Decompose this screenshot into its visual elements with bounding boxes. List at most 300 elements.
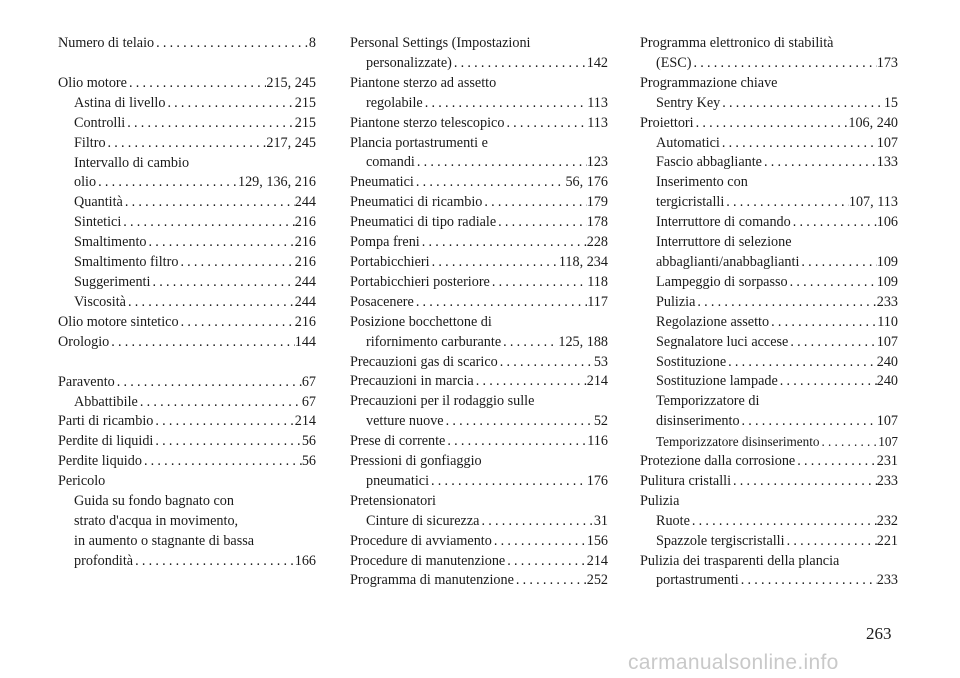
index-entry: [58, 34, 316, 54]
index-entry-label: Segnalatore luci accese: [656, 333, 789, 350]
page-reference: 109: [876, 273, 898, 290]
page-reference: 116: [587, 433, 608, 450]
page-reference: 109: [876, 253, 898, 270]
index-entry-text: Precauzioni per il rodaggio sulle: [350, 393, 535, 410]
index-entry-line: [640, 54, 898, 74]
leader-dots: [791, 213, 877, 233]
index-entry-text: Temporizzatore di: [656, 393, 760, 410]
index-entry-line: [350, 213, 608, 233]
index-entry-line: [58, 373, 316, 393]
leader-dots: [414, 293, 587, 313]
index-entry: [58, 154, 316, 194]
index-entry-line: [640, 153, 898, 173]
index-entry: [58, 114, 316, 134]
index-entry-text: Plancia portastrumenti e: [350, 134, 488, 151]
index-entry: [58, 373, 316, 393]
index-entry-line: [58, 173, 316, 193]
page-reference: 244: [294, 194, 316, 211]
index-entry-label: Orologio: [58, 333, 110, 350]
index-entry: [350, 134, 608, 174]
index-entry: [350, 253, 608, 273]
section-gap: [58, 54, 316, 74]
index-entry-line: [58, 233, 316, 253]
index-entry-line: [640, 193, 898, 213]
index-entry-label: Pneumatici di tipo radiale: [350, 214, 497, 231]
page-reference: 216: [294, 234, 316, 251]
index-entry: [58, 94, 316, 114]
index-entry-label: regolabile: [366, 94, 423, 111]
index-entry-line: [350, 353, 608, 373]
index-entry: [58, 74, 316, 94]
page-reference: 233: [876, 472, 898, 489]
index-entry-line: [350, 532, 608, 552]
index-entry-label: Pulitura cristalli: [640, 472, 732, 489]
page-reference: 215: [294, 114, 316, 131]
index-entry-label: abbaglianti/anabbaglianti: [656, 253, 800, 270]
index-entry-text: Programmazione chiave: [640, 74, 778, 91]
page-reference: 144: [294, 333, 316, 350]
leader-dots: [799, 253, 876, 273]
index-entry-label: Pompa freni: [350, 234, 420, 251]
page-reference: 231: [876, 453, 898, 470]
index-entry: [58, 273, 316, 293]
section-gap: [58, 353, 316, 373]
page-reference: 232: [876, 512, 898, 529]
index-entry-line: [58, 393, 316, 413]
page-reference: 113: [587, 94, 608, 111]
index-entry: [640, 472, 898, 492]
leader-dots: [505, 552, 587, 572]
leader-dots: [479, 512, 593, 532]
index-entry-label: Viscosità: [74, 293, 126, 310]
index-entry-label: (ESC): [656, 54, 692, 71]
index-entry-line: [350, 153, 608, 173]
index-entry-label: Programma di manutenzione: [350, 572, 514, 589]
leader-dots: [147, 233, 295, 253]
index-entry-label: Controlli: [74, 114, 126, 131]
page-reference: 67: [301, 373, 316, 390]
index-entry: [350, 532, 608, 552]
leader-dots: [788, 333, 876, 353]
index-entry: [350, 34, 608, 74]
index-entry-text: Interruttore di selezione: [656, 234, 792, 251]
leader-dots: [153, 412, 294, 432]
leader-dots: [430, 253, 559, 273]
index-entry-text: in aumento o stagnante di bassa: [74, 532, 255, 549]
index-entry: [640, 293, 898, 313]
index-entry-label: tergicristalli: [656, 194, 725, 211]
index-entry-label: profondità: [74, 552, 134, 569]
index-entry-line: [350, 333, 608, 353]
index-entry-label: vetture nuove: [366, 413, 444, 430]
index-entry-line: [350, 173, 608, 193]
index-entry-line: [350, 54, 608, 74]
index-entry: [350, 293, 608, 313]
index-entry: [350, 74, 608, 114]
index-entry-line: [58, 213, 316, 233]
index-entry-text: Pulizia dei trasparenti della plancia: [640, 552, 840, 569]
page-reference: 240: [876, 353, 898, 370]
index-entry: [58, 313, 316, 333]
leader-dots: [150, 273, 294, 293]
index-entry: [350, 552, 608, 572]
watermark: carmanualsonline.info: [628, 651, 839, 674]
index-entry: [58, 492, 316, 572]
leader-dots: [142, 452, 302, 472]
index-entry: [640, 372, 898, 392]
page-reference: 117: [587, 293, 608, 310]
index-entry-label: Pneumatici: [350, 174, 414, 191]
leader-dots: [820, 432, 879, 452]
page-reference: 233: [876, 293, 898, 310]
index-entry-line: [640, 452, 898, 472]
index-entry-label: Precauzioni gas di scarico: [350, 353, 498, 370]
index-entry-label: Pulizia: [656, 293, 696, 310]
index-entry-line: [640, 412, 898, 432]
page-reference: 53: [593, 353, 608, 370]
index-entry: [58, 213, 316, 233]
index-entry-line: [640, 253, 898, 273]
index-entry-label: Procedure di avviamento: [350, 532, 492, 549]
index-entry-label: Ruote: [656, 512, 690, 529]
leader-dots: [121, 213, 294, 233]
index-entry: [350, 173, 608, 193]
index-entry-text: Pericolo: [58, 473, 106, 490]
page-reference: 107: [876, 413, 898, 430]
leader-dots: [178, 253, 294, 273]
leader-dots: [96, 173, 238, 193]
index-entry-line: [58, 552, 316, 572]
index-entry: [640, 552, 898, 592]
index-entry: [58, 452, 316, 472]
index-entry-line: [58, 94, 316, 114]
index-entry-text: Inserimento con: [656, 174, 748, 191]
index-entry-line: [350, 412, 608, 432]
index-entry-line: [58, 313, 316, 333]
leader-dots: [115, 373, 302, 393]
index-entry-text: Personal Settings (Impostazioni: [350, 35, 531, 51]
index-entry-line: [58, 432, 316, 452]
index-entry: [58, 472, 316, 492]
index-entry: [640, 532, 898, 552]
index-entry-text: Guida su fondo bagnato con: [74, 493, 234, 510]
index-entry: [350, 313, 608, 353]
index-entry-label: Portabicchieri: [350, 253, 430, 270]
index-column-1: [58, 34, 316, 572]
index-entry-label: Temporizzatore disinserimento: [656, 434, 820, 450]
index-entry-line: [640, 512, 898, 532]
leader-dots: [415, 153, 587, 173]
leader-dots: [740, 412, 877, 432]
index-entry-label: Pneumatici di ricambio: [350, 194, 483, 211]
index-entry: [350, 432, 608, 452]
index-entry-line: [58, 114, 316, 134]
index-entry-line: [350, 94, 608, 114]
page-reference: 107, 113: [848, 194, 898, 211]
page-reference: 125, 188: [558, 333, 608, 350]
leader-dots: [501, 333, 558, 353]
index-entry-line: [350, 114, 608, 134]
leader-dots: [504, 114, 587, 134]
index-entry-line: [640, 313, 898, 333]
index-entry-label: Portabicchieri posteriore: [350, 273, 490, 290]
page-reference: 233: [876, 572, 898, 589]
leader-dots: [414, 173, 566, 193]
index-entry-label: Sintetici: [74, 214, 122, 231]
page-reference: 156: [586, 532, 608, 549]
leader-dots: [788, 273, 877, 293]
index-entry-line: [640, 333, 898, 353]
leader-dots: [726, 353, 877, 373]
leader-dots: [498, 353, 594, 373]
index-entry: [58, 333, 316, 353]
leader-dots: [795, 452, 877, 472]
index-entry-line: [640, 293, 898, 313]
index-entry-label: Smaltimento: [74, 234, 147, 251]
index-entry-line: [350, 372, 608, 392]
index-entry-text: Posizione bocchettone di: [350, 313, 492, 330]
index-entry: [640, 333, 898, 353]
index-entry: [58, 253, 316, 273]
index-entry-line: [640, 353, 898, 373]
index-entry-line: [640, 114, 898, 134]
index-entry: [640, 313, 898, 333]
index-entry-line: [640, 94, 898, 114]
index-entry: [58, 233, 316, 253]
index-entry-label: Filtro: [74, 134, 106, 151]
leader-dots: [444, 412, 594, 432]
index-entry-label: Olio motore sintetico: [58, 313, 179, 330]
index-entry-label: Precauzioni in marcia: [350, 373, 474, 390]
index-entry: [640, 353, 898, 373]
page-reference: 178: [586, 214, 608, 231]
page-reference: 216: [294, 254, 316, 271]
index-entry: [350, 492, 608, 532]
page-reference: 113: [587, 114, 608, 131]
page-reference: 118, 234: [558, 253, 608, 270]
leader-dots: [490, 273, 587, 293]
index-entry-line: [640, 273, 898, 293]
index-entry-line: [640, 532, 898, 552]
page-reference: 56: [301, 453, 316, 470]
leader-dots: [691, 54, 876, 74]
index-entry-label: Procedure di manutenzione: [350, 552, 506, 569]
index-entry-label: Protezione dalla corrosione: [640, 453, 796, 470]
index-entry-label: pneumatici: [366, 472, 430, 489]
index-entry-text: Pretensionatori: [350, 492, 436, 509]
page-reference: 214: [586, 552, 608, 569]
page-reference: 56: [301, 433, 316, 450]
index-entry: [640, 273, 898, 293]
page-reference: 142: [586, 54, 608, 71]
page-reference: 106, 240: [848, 114, 898, 131]
page-reference: 216: [294, 313, 316, 330]
leader-dots: [165, 94, 294, 114]
index-entry-line: [350, 552, 608, 572]
index-entry-label: Olio motore: [58, 74, 127, 91]
index-entry-label: Abbattibile: [74, 393, 138, 410]
index-entry-label: olio: [74, 174, 97, 191]
index-entry-line: [58, 74, 316, 94]
leader-dots: [695, 293, 876, 313]
page-reference: 228: [586, 234, 608, 251]
page-reference: 166: [294, 552, 316, 569]
index-entry-line: [58, 193, 316, 213]
leader-dots: [445, 432, 587, 452]
index-entry: [58, 393, 316, 413]
index-entry: [350, 571, 608, 591]
index-entry: [350, 392, 608, 432]
page-reference: 107: [876, 333, 898, 350]
page-reference: 176: [586, 472, 608, 489]
index-entry: [58, 432, 316, 452]
leader-dots: [452, 54, 587, 74]
index-entry-line: [58, 452, 316, 472]
index-entry-line: [350, 233, 608, 253]
page-reference: 173: [876, 54, 898, 71]
index-entry: [58, 293, 316, 313]
index-entry-label: Prese di corrente: [350, 433, 446, 450]
index-entry-line: [640, 134, 898, 154]
index-entry: [350, 233, 608, 253]
index-entry-line: [58, 134, 316, 154]
page-reference: 8: [308, 35, 316, 51]
leader-dots: [720, 134, 877, 154]
index-entry: [58, 134, 316, 154]
index-entry-label: Cinture di sicurezza: [366, 512, 480, 529]
index-entry: [350, 353, 608, 373]
page-reference: 106: [876, 214, 898, 231]
index-entry-text: strato d'acqua in movimento,: [74, 512, 239, 529]
index-entry-label: Sostituzione lampade: [656, 373, 778, 390]
index-entry-line: [58, 333, 316, 353]
index-entry-label: Proiettori: [640, 114, 694, 131]
index-entry-line: [350, 253, 608, 273]
index-entry: [640, 153, 898, 173]
leader-dots: [133, 552, 295, 572]
index-entry-line: [350, 273, 608, 293]
index-entry-label: Lampeggio di sorpasso: [656, 273, 788, 290]
leader-dots: [125, 114, 294, 134]
leader-dots: [778, 372, 877, 392]
index-entry-label: Sostituzione: [656, 353, 727, 370]
leader-dots: [762, 153, 877, 173]
index-entry-label: Perdite di liquidi: [58, 433, 154, 450]
page-reference: 133: [876, 154, 898, 171]
leader-dots: [694, 114, 849, 134]
page-reference: 221: [876, 532, 898, 549]
index-entry-line: [640, 432, 898, 452]
page-number: 263: [866, 624, 892, 643]
leader-dots: [423, 94, 588, 114]
index-column-2: [350, 34, 608, 591]
index-entry-label: Numero di telaio: [58, 35, 155, 51]
index-entry-line: [640, 571, 898, 591]
index-entry: [640, 173, 898, 213]
leader-dots: [127, 74, 266, 94]
index-entry-label: Astina di livello: [74, 94, 166, 111]
index-entry-line: [640, 472, 898, 492]
leader-dots: [690, 512, 877, 532]
page-reference: 123: [586, 154, 608, 171]
leader-dots: [154, 34, 309, 54]
index-entry-label: personalizzate): [366, 54, 452, 71]
leader-dots: [514, 571, 587, 591]
page-reference: 129, 136, 216: [237, 174, 316, 191]
page-reference: 107: [878, 434, 898, 450]
index-entry: [350, 273, 608, 293]
leader-dots: [769, 313, 877, 333]
leader-dots: [153, 432, 301, 452]
leader-dots: [720, 94, 884, 114]
page-reference: 215: [294, 94, 316, 111]
index-column-3: [640, 34, 898, 591]
index-entry: [58, 193, 316, 213]
index-entry-label: Paravento: [58, 373, 115, 390]
index-entry: [350, 193, 608, 213]
index-entry-label: Perdite liquido: [58, 453, 142, 470]
index-entry: [640, 492, 898, 532]
page-reference: 52: [593, 413, 608, 430]
index-entry: [640, 213, 898, 233]
index-entry-text: Pressioni di gonfiaggio: [350, 453, 482, 470]
index-entry: [640, 392, 898, 432]
page-reference: 244: [294, 273, 316, 290]
index-entry-text: Piantone sterzo ad assetto: [350, 74, 497, 91]
index-entry: [350, 114, 608, 134]
index-entry-label: disinserimento: [656, 413, 740, 430]
page-reference: 15: [883, 94, 898, 111]
leader-dots: [474, 372, 587, 392]
index-entry-line: [58, 273, 316, 293]
index-entry-label: Piantone sterzo telescopico: [350, 114, 505, 131]
page-reference: 214: [294, 413, 316, 430]
leader-dots: [138, 393, 302, 413]
page-reference: 107: [876, 134, 898, 151]
page-reference: 179: [586, 194, 608, 211]
page-reference: 240: [876, 373, 898, 390]
index-entry-text: Programma elettronico di stabilità: [640, 35, 834, 51]
index-entry-line: [58, 412, 316, 432]
index-entry: [350, 452, 608, 492]
index-entry: [350, 213, 608, 233]
index-entry-label: Sentry Key: [656, 94, 721, 111]
index-entry-label: Suggerimenti: [74, 273, 151, 290]
index-entry: [640, 74, 898, 114]
index-entry-line: [350, 512, 608, 532]
page-reference: 216: [294, 214, 316, 231]
page-reference: 252: [586, 572, 608, 589]
index-entry-line: [640, 213, 898, 233]
leader-dots: [496, 213, 587, 233]
index-entry: [640, 233, 898, 273]
index-entry-line: [350, 193, 608, 213]
leader-dots: [785, 532, 877, 552]
index-entry-line: [58, 293, 316, 313]
index-entry-text: Pulizia: [640, 492, 680, 509]
page-reference: 56, 176: [565, 174, 608, 191]
index-entry: [640, 134, 898, 154]
index-entry: [640, 114, 898, 134]
index-entry-label: Interruttore di comando: [656, 214, 791, 231]
index-entry-label: Smaltimento filtro: [74, 254, 179, 271]
leader-dots: [724, 193, 849, 213]
page-reference: 118: [587, 273, 608, 290]
index-entry: [640, 432, 898, 452]
leader-dots: [106, 134, 267, 154]
leader-dots: [123, 193, 295, 213]
index-entry-label: comandi: [366, 154, 415, 171]
